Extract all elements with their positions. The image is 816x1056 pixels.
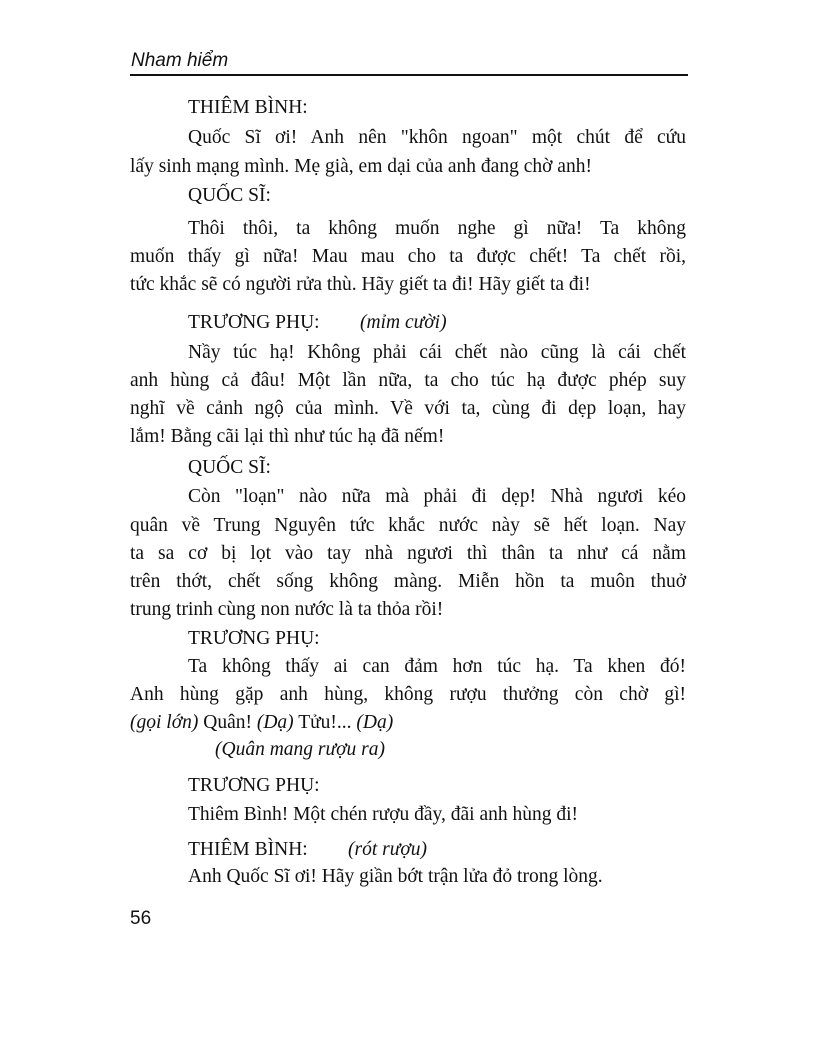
dialogue-line: Thiêm Bình! Một chén rượu đầy, đãi anh hùng đi! <box>188 804 579 825</box>
dialogue-line: Anh Quốc Sĩ ơi! Hãy giần bớt trận lửa đỏ trong lòng. <box>188 866 603 887</box>
dialogue-line: Anh hùng gặp anh hùng, không rượu thưởng còn chờ gì! <box>130 684 686 705</box>
dialogue-line: muốn thấy gì nữa! Mau mau cho ta được chết! Ta chết rồi, <box>130 246 686 267</box>
running-header: Nham hiểm <box>131 50 229 71</box>
stage-direction: (mỉm cười) <box>360 312 447 333</box>
dialogue-line: ta sa cơ bị lọt vào tay nhà ngươi thì thân ta như cá nằm <box>130 543 686 564</box>
speaker-label: THIÊM BÌNH: <box>188 839 308 860</box>
speaker-name: TRƯƠNG PHỤ: <box>188 628 320 649</box>
stage-direction: (Dạ) <box>256 712 294 733</box>
dialogue-text: Quân! <box>198 712 257 733</box>
speaker-name <box>188 311 447 335</box>
stage-direction: (Quân mang rượu ra) <box>215 739 385 760</box>
dialogue-line: Nầy túc hạ! Không phải cái chết nào cũng là cái chết <box>188 342 686 363</box>
dialogue-line: trung trinh cùng non nước là ta thỏa rồi! <box>130 599 444 620</box>
dialogue-line: tức khắc sẽ có người rửa thù. Hãy giết ta đi! Hãy giết ta đi! <box>130 274 591 295</box>
dialogue-line: nghĩ về cảnh ngộ của mình. Về với ta, cùng đi dẹp loạn, hay <box>130 398 686 419</box>
speaker-name: THIÊM BÌNH: <box>188 97 308 118</box>
dialogue-line: Còn "loạn" nào nữa mà phải đi dẹp! Nhà ngươi kéo <box>188 486 686 507</box>
speaker-label: TRƯƠNG PHỤ: <box>188 312 320 333</box>
stage-direction: (Dạ) <box>356 712 394 733</box>
dialogue-line: quân về Trung Nguyên tức khắc nước này sẽ hết loạn. Nay <box>130 515 686 536</box>
page-number: 56 <box>130 908 152 929</box>
speaker-name <box>188 838 427 862</box>
dialogue-line: Thôi thôi, ta không muốn nghe gì nữa! Ta không <box>188 218 686 239</box>
dialogue-line: Quốc Sĩ ơi! Anh nên "khôn ngoan" một chút để cứu <box>188 127 686 148</box>
dialogue-line: lấy sinh mạng mình. Mẹ già, em dại của anh đang chờ anh! <box>130 156 592 177</box>
dialogue-text: Tửu!... <box>293 712 357 733</box>
stage-direction: (rót rượu) <box>348 839 427 860</box>
dialogue-line: lắm! Bằng cãi lại thì như túc hạ đã nếm! <box>130 426 445 447</box>
stage-direction: (gọi lớn) <box>130 712 199 733</box>
speaker-name: QUỐC SĨ: <box>188 185 271 206</box>
header-rule <box>130 74 688 76</box>
dialogue-line: trên thớt, chết sống không màng. Miễn hồn ta muôn thuở <box>130 571 686 592</box>
speaker-name: QUỐC SĨ: <box>188 457 271 478</box>
speaker-name: TRƯƠNG PHỤ: <box>188 775 320 796</box>
dialogue-line <box>130 711 686 735</box>
dialogue-line: Ta không thấy ai can đảm hơn túc hạ. Ta khen đó! <box>188 656 686 677</box>
dialogue-line: anh hùng cả đâu! Một lần nữa, ta cho túc hạ được phép suy <box>130 370 686 391</box>
